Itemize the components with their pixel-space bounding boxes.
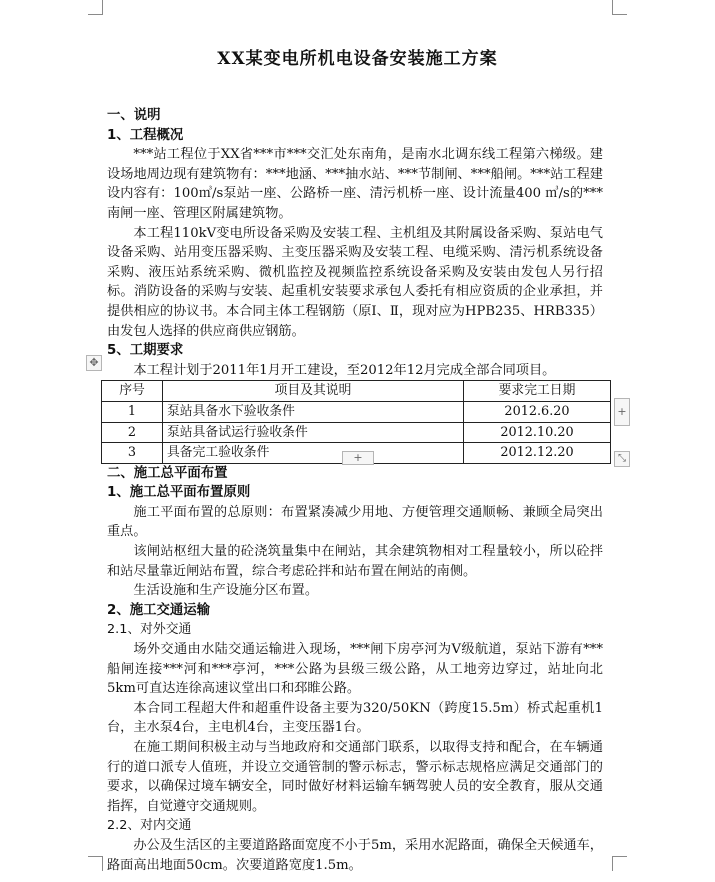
paragraph[interactable]: 在施工期间积极主动与当地政府和交通部门联系，以取得支持和配合，在车辆通行的道口派专人值班，并设立交通管制的警示标志，警示标志规格应满足交通部门的要求，以确保过境车辆安全，同时做好材料运输车辆驾驶人员的安全教育，服从交通指挥，自觉遵守交通规则。 [107, 740, 603, 814]
page-corner-mark [612, 856, 627, 871]
section-heading[interactable]: 二、施工总平面布置 [107, 465, 228, 481]
paragraph[interactable]: ***站工程位于XX省***市***交汇处东南角，是南水北调东线工程第六梯级。建设场地周边现有建筑物有：***地涵、***抽水站、***节制闸、***船闸。***站工程建设内容有：100㎥/s泵站一座、公路桥一座、清污机桥一座、设计流量400 ㎥/s的***南闸一座、管理区附属建筑物。 [107, 147, 603, 221]
table-header-cell[interactable]: 序号 [102, 381, 163, 402]
sub-subsection-heading[interactable]: 2.1、对外交通 [107, 622, 192, 638]
subsection-heading[interactable]: 1、施工总平面布置原则 [107, 485, 251, 501]
table-cell-no[interactable]: 1 [102, 401, 163, 422]
table-cell-date[interactable]: 2012.6.20 [464, 401, 611, 422]
table-row [102, 422, 611, 443]
paragraph[interactable]: 该闸站枢纽大量的砼浇筑量集中在闸站，其余建筑物相对工程量较小，所以砼拌和站尽量靠近闸站布置，综合考虑砼拌和站布置在闸站的南侧。 [107, 544, 603, 579]
paragraph[interactable]: 本工程110kV变电所设备采购及安装工程、主机组及其附属设备采购、泵站电气设备采购、站用变压器采购、主变压器采购及安装工程、电缆采购、清污机系统设备采购、液压站系统采购、微机监控及视频监控系统设备采购及安装由发包人另行招标。消防设备的采购与安装、起重机安装要求承包人委托有相应资质的企业承担，并提供相应的协议书。本合同主体工程钢筋（原Ⅰ、Ⅱ，现对应为HPB235、HRB335）由发包人选择的供应商供应钢筋。 [107, 225, 603, 339]
table-cell-no[interactable]: 2 [102, 422, 163, 443]
page-corner-mark [88, 856, 103, 871]
page-corner-mark [612, 0, 627, 15]
sub-subsection-heading[interactable]: 2.2、对内交通 [107, 818, 192, 834]
table-cell-no[interactable]: 3 [102, 443, 163, 464]
paragraph[interactable]: 本合同工程超大件和超重件设备主要为320/50KN（跨度15.5m）桥式起重机1台，主水泵4台，主电机4台，主变压器1台。 [107, 700, 603, 736]
document-title[interactable]: XX某变电所机电设备安装施工方案 [217, 49, 498, 69]
table-add-column-icon[interactable]: + [614, 398, 630, 426]
table-header-cell[interactable]: 要求完工日期 [464, 381, 611, 402]
subsection-heading[interactable]: 5、工期要求 [107, 343, 184, 359]
paragraph[interactable]: 场外交通由水陆交通运输进入现场，***闸下房亭河为Ⅴ级航道，泵站下游有***船闸连接***河和***亭河，***公路为县级三级公路，从工地旁边穿过，站址向北5km可直达连徐高速议堂出口和邳睢公路。 [107, 642, 603, 697]
document-body[interactable] [107, 106, 603, 875]
table-cell-item[interactable]: 泵站具备水下验收条件 [163, 401, 464, 422]
table-cell-date[interactable]: 2012.12.20 [464, 443, 611, 464]
table-add-row-icon[interactable]: + [342, 451, 374, 465]
subsection-heading[interactable]: 1、工程概况 [107, 127, 184, 143]
paragraph[interactable]: 生活设施和生产设施分区布置。 [133, 583, 319, 599]
table-header-cell[interactable]: 项目及其说明 [163, 381, 464, 402]
table-cell-date[interactable]: 2012.10.20 [464, 422, 611, 443]
table-cell-item[interactable]: 泵站具备试运行验收条件 [163, 422, 464, 443]
paragraph[interactable]: 本工程计划于2011年1月开工建设，至2012年12月完成全部合同项目。 [133, 362, 556, 378]
table-move-handle-icon[interactable]: ✥ [86, 355, 102, 371]
paragraph[interactable]: 施工平面布置的总原则：布置紧凑减少用地、方便管理交通顺畅、兼顾全局突出重点。 [107, 504, 603, 540]
paragraph[interactable]: 办公及生活区的主要道路路面宽度不小于5m，采用水泥路面，确保全天候通车，路面高出地面50cm。次要道路宽度1.5m。 [107, 837, 603, 873]
table-resize-handle-icon[interactable]: ⤡ [614, 451, 630, 467]
table-cell-item[interactable]: 具备完工验收条件 [163, 443, 464, 464]
subsection-heading[interactable]: 2、施工交通运输 [107, 602, 211, 618]
page-corner-mark [88, 0, 103, 15]
table-header-row [102, 381, 611, 402]
section-heading[interactable]: 一、说明 [107, 108, 161, 123]
table-row [102, 401, 611, 422]
